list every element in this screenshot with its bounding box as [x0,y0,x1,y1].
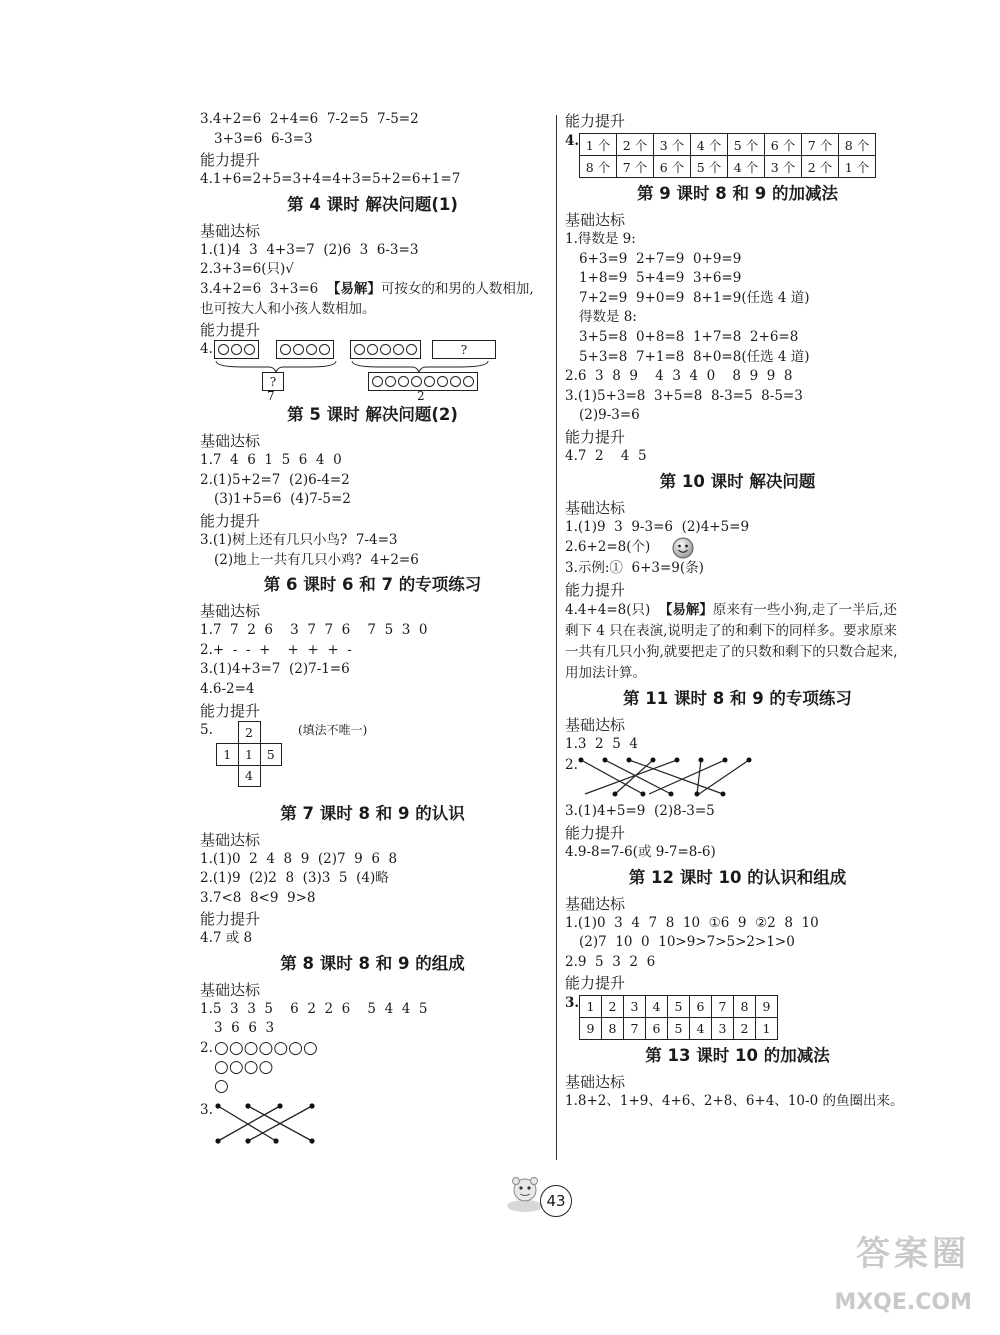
left-column [200,110,545,1151]
table-cell: 5 个 [691,156,728,178]
grid-cell: 4 [238,765,260,787]
table-cell: 1 [756,1018,778,1040]
answer-line: 3+5=8 0+8=8 1+7=8 2+6=8 [579,328,799,345]
answer-line: 3+3=6 6-3=3 [214,130,313,147]
answer-line: 1.(1)9 3 9-3=6 (2)4+5=9 [565,518,750,535]
explanation-tag: 【易解】 [326,280,381,297]
question-mark: ? [460,342,468,357]
table-cell: 4 [690,1018,712,1040]
table-cell: 5 [668,1018,690,1040]
answer-line: 1.(1)0 3 4 7 8 10 ①6 9 ②2 8 10 [565,914,819,931]
section-heading: 基础达标 [200,221,261,240]
question-number: 4. [565,133,580,149]
table-cell: 7 [624,1018,646,1040]
lesson-title: 第 10 课时 解决问题 [659,471,816,491]
circle-box [214,340,259,359]
table-cell: 4 [646,996,668,1018]
number-grid-block [565,993,910,1041]
lesson-title: 第 13 课时 10 的加减法 [645,1046,830,1066]
section-heading: 能力提升 [565,823,626,842]
unknown-box: ? [262,372,284,391]
lesson-title: 第 7 课时 8 和 9 的认识 [280,803,465,823]
circle-row: ○○○○ [214,1057,274,1078]
circle-row: ○ [214,1076,229,1097]
answer-line: 3 6 6 3 [214,1020,275,1037]
unknown-box [432,340,496,359]
table-cell: 1 个 [580,134,617,156]
question-number: 4. [200,341,213,358]
cross-table [216,721,282,788]
number-grid [579,995,778,1040]
table-cell: 3 个 [654,134,691,156]
answer-line: (2)7 10 0 10>9>7>5>2>1>0 [579,934,795,951]
answer-line: 1.7 4 6 1 5 6 4 0 [200,452,342,469]
table-cell: 6 个 [654,156,691,178]
matching-lines [575,754,755,800]
answer-line: 2.(1)9 (2)2 8 (3)3 5 (4)略 [200,870,389,887]
answer-line: 3.7<8 8<9 9>8 [200,889,316,906]
table-cell: 5 [668,996,690,1018]
answer-line: 1.得数是 9: [565,231,636,247]
watermark-text: 答案圈 [856,1234,970,1274]
answer-line [565,537,910,559]
smiley-face-icon [672,537,694,559]
section-heading: 基础达标 [200,602,261,621]
answer-line: 2.9 5 3 2 6 [565,953,656,970]
answer-line: 6+3=9 2+7=9 0+9=9 [579,250,742,267]
section-heading: 能力提升 [565,580,626,599]
question-number: 3. [200,1102,213,1119]
lesson-title: 第 8 课时 8 和 9 的组成 [280,953,465,973]
section-heading: 基础达标 [565,1073,626,1092]
table-cell: 8 个 [580,156,617,178]
table-cell: 1 [580,996,602,1018]
answer-line: 3.(1)树上还有几只小鸟? 7-4=3 [200,531,398,548]
explanation-text: 可按女的和男的人数相加,也可按大人和小孩人数相加。 [200,280,534,317]
table-cell: 7 [712,996,734,1018]
answer-line: 1.(1)4 3 4+3=7 (2)6 3 6-3=3 [200,241,419,258]
grid-cell: 5 [260,743,282,765]
question-number: 3. [565,995,580,1012]
answer-line: 2.(1)5+2=7 (2)6-4=2 [200,471,350,488]
lesson-title: 第 11 课时 8 和 9 的专项练习 [623,688,852,708]
answer-text: 4.4+4=8(只) [565,601,659,618]
answer-line: 3.示例:① 6+3=9(条) [565,560,704,577]
explanation-tag: 【易解】 [658,601,713,618]
section-heading: 能力提升 [200,511,261,530]
answer-line: 2.6 3 8 9 4 3 4 0 8 9 9 8 [565,368,793,385]
answer-text: 3.4+2=6 3+3=6 [200,280,327,297]
table-cell: 7 个 [617,156,654,178]
table-cell: 8 [734,996,756,1018]
table-cell: 4 个 [691,134,728,156]
bracket-diagram [200,340,545,404]
lesson-title: 第 5 课时 解决问题(2) [287,405,458,425]
answer-line: (2)地上一共有几只小鸡? 4+2=6 [214,551,419,568]
section-heading: 能力提升 [200,910,261,929]
circle-box [350,340,421,359]
answer-line: 2.+ - - + + + + - [200,641,352,658]
answer-line: 5+3=8 7+1=8 8+0=8(任选 4 道) [579,348,810,365]
brace-icon [350,359,495,373]
explanation-text: 原来有一些小狗,走了一半后,还剩下 4 只在表演,说明走了的和剩下的同样多。要求原来一共有几只小狗,就要把走了的只数和剩下的只数合起来,用加法计算。 [565,601,898,681]
section-heading: 基础达标 [200,432,261,451]
question-number: 2. [200,1040,213,1057]
section-heading: 能力提升 [565,112,626,130]
table-cell: 9 [580,1018,602,1040]
section-heading: 基础达标 [565,715,626,734]
answer-line: 3.4+2=6 2+4=6 7-2=5 7-5=2 [200,111,419,127]
watermark-url: MXQE.COM [834,1290,972,1315]
answer-line: 4.1+6=2+5=3+4=4+3=5+2=6+1=7 [200,171,461,188]
circle-box [276,340,334,359]
page-number: 43 [540,1185,572,1217]
grid-cell: 2 [238,721,260,743]
table-cell: 9 [756,996,778,1018]
lesson-title: 第 4 课时 解决问题(1) [287,194,458,214]
answer-line: 3.(1)5+3=8 3+5=8 8-3=5 8-5=3 [565,387,803,404]
answer-line: (3)1+5=6 (4)7-5=2 [214,491,351,508]
answer-line: 7+2=9 9+0=9 8+1=9(任选 4 道) [579,289,810,306]
section-heading: 基础达标 [200,980,261,999]
total-value: 7 [267,389,275,404]
section-heading: 基础达标 [565,498,626,517]
question-number: 2. [565,757,578,774]
lesson-title: 第 9 课时 8 和 9 的加减法 [637,184,838,203]
matching-lines [212,1099,322,1149]
grid-cell: 1 [238,743,260,765]
question-number: 5. [200,721,213,738]
total-value: 2 [417,389,425,404]
answer-line: 1.7 7 2 6 3 7 7 6 7 5 3 0 [200,622,428,639]
answer-line: 4.7 2 4 5 [565,447,647,464]
answer-line: (2)9-3=6 [579,407,640,424]
answer-line: 4.6-2=4 [200,680,255,697]
note-text: (填法不唯一) [298,722,368,737]
section-heading: 能力提升 [565,974,626,993]
count-table [579,133,876,178]
grid-cell: 1 [217,743,239,765]
answer-text: 2.6+2=8(个) [565,539,651,556]
lesson-title: 第 12 课时 10 的认识和组成 [628,867,847,887]
brace-icon [214,359,344,373]
column-divider [556,115,557,1160]
answer-line: 4.7 或 8 [200,930,253,947]
answer-line: 得数是 8: [579,309,637,326]
right-column [565,110,910,1112]
table-cell: 1 个 [839,156,876,178]
section-heading: 基础达标 [565,894,626,913]
section-heading: 基础达标 [565,211,626,229]
circle-row: ○○○○○○○ [214,1038,318,1059]
table-cell: 3 [624,996,646,1018]
lesson-title: 第 6 课时 6 和 7 的专项练习 [263,575,482,595]
answer-line: 1.(1)0 2 4 8 9 (2)7 9 6 8 [200,850,398,867]
table-cell: 5 个 [728,134,765,156]
answer-line: 2.3+3=6(只)√ [200,261,294,278]
table-cell: 6 个 [765,134,802,156]
table-cell: 3 [712,1018,734,1040]
section-heading: 能力提升 [200,701,261,720]
count-table-block [565,131,910,179]
matching-diagram [200,1099,545,1151]
table-cell: 6 [690,996,712,1018]
answer-line: 1.5 3 3 5 6 2 2 6 5 4 4 5 [200,1000,428,1017]
section-heading: 能力提升 [200,321,261,340]
section-heading: 能力提升 [565,427,626,446]
answer-line [565,600,910,684]
answer-line [200,280,545,319]
table-cell: 6 [646,1018,668,1040]
circle-groups [200,1039,545,1099]
table-cell: 2 个 [617,134,654,156]
section-heading: 基础达标 [200,830,261,849]
answer-line: 1.3 2 5 4 [565,735,638,752]
answer-line: 4.9-8=7-6(或 9-7=8-6) [565,843,716,860]
matching-diagram [565,754,910,802]
table-cell: 4 个 [728,156,765,178]
table-cell: 7 个 [802,134,839,156]
answer-line: 3.(1)4+5=9 (2)8-3=5 [565,803,715,820]
table-cell: 8 个 [839,134,876,156]
table-cell: 2 个 [802,156,839,178]
answer-line: 3.(1)4+3=7 (2)7-1=6 [200,661,350,678]
number-cross-grid [200,721,545,799]
answer-line: 1+8=9 5+4=9 3+6=9 [579,270,742,287]
answer-line: 1.8+2、1+9、4+6、2+8、6+4、10-0 的鱼圈出来。 [565,1093,904,1110]
section-heading: 能力提升 [200,151,261,170]
table-cell: 8 [602,1018,624,1040]
table-cell: 2 [602,996,624,1018]
table-cell: 3 个 [765,156,802,178]
table-cell: 2 [734,1018,756,1040]
